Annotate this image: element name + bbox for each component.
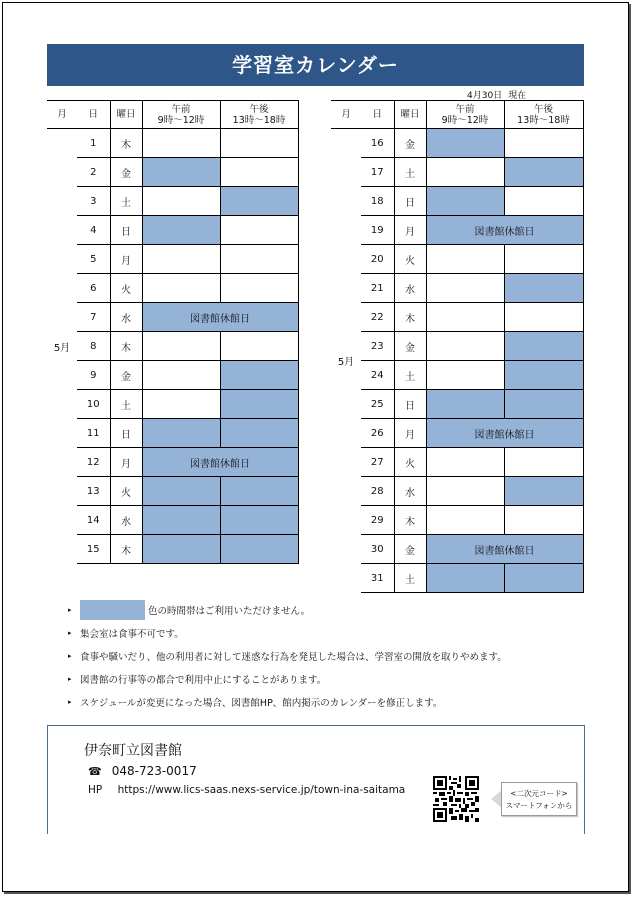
pm-slot-unavailable [504,390,583,419]
day-of-week: 火 [110,274,142,303]
calendar-row [331,129,583,158]
day-of-week: 月 [394,419,426,448]
phone-icon: ☎ [88,764,102,778]
qr-callout [491,782,579,818]
library-closed-cell: 図書館休館日 [142,448,298,477]
pm-slot-available [220,216,298,245]
pm-slot-unavailable [504,274,583,303]
day-of-week: 月 [394,216,426,245]
day-of-week: 日 [110,419,142,448]
day-number: 25 [361,390,394,419]
day-number: 13 [77,477,110,506]
calendar-row [331,332,583,361]
pm-slot-available [504,245,583,274]
calendar-row [331,448,583,477]
note-text: 食事や騒いだり、他の利用者に対して迷惑な行為を発見した場合は、学習室の開放を取りやめます。 [80,651,507,663]
header-am: 午前 9時～12時 [426,101,504,129]
day-of-week: 日 [110,216,142,245]
calendar-row [331,303,583,332]
am-slot-unavailable [426,390,504,419]
calendar-row [331,535,583,564]
qr-label: <二次元コード> [510,789,568,798]
am-slot-available [426,477,504,506]
qr-code-icon [433,776,479,822]
pm-slot-available [220,245,298,274]
pm-slot-unavailable [220,477,298,506]
am-slot-available [142,361,220,390]
pm-slot-unavailable [220,361,298,390]
calendar-row [47,361,298,390]
day-number: 31 [361,564,394,593]
day-of-week: 土 [394,158,426,187]
day-number: 3 [77,187,110,216]
day-number: 20 [361,245,394,274]
day-number: 21 [361,274,394,303]
bullet-icon: ▸ [68,651,72,660]
pm-slot-unavailable [504,361,583,390]
note-item [68,644,507,667]
pm-slot-available [220,274,298,303]
am-slot-available [426,332,504,361]
library-closed-cell: 図書館休館日 [142,303,298,332]
month-label: 5月 [337,357,355,369]
bullet-icon: ▸ [68,674,72,683]
day-number: 29 [361,506,394,535]
calendar-row [331,274,583,303]
library-name: 伊奈町立図書館 [84,743,182,759]
pm-slot-available [504,129,583,158]
day-number: 9 [77,361,110,390]
bullet-icon: ▸ [68,628,72,637]
calendar-table-right [331,100,584,593]
header-month: 月 [47,101,77,129]
calendar-row [331,564,583,593]
day-number: 10 [77,390,110,419]
day-of-week: 木 [110,535,142,564]
am-slot-unavailable [426,564,504,593]
am-slot-available [142,332,220,361]
note-text: 図書館の行事等の都合で利用中止にすることがあります。 [80,674,327,686]
day-number: 23 [361,332,394,361]
calendar-row [331,506,583,535]
day-of-week: 金 [394,535,426,564]
am-slot-unavailable [142,506,220,535]
day-of-week: 金 [110,361,142,390]
am-slot-available [426,448,504,477]
am-slot-available [142,245,220,274]
am-slot-available [142,274,220,303]
header-pm: 午後 13時～18時 [504,101,583,129]
day-number: 4 [77,216,110,245]
day-of-week: 火 [110,477,142,506]
day-number: 16 [361,129,394,158]
pm-slot-available [220,129,298,158]
bullet-icon: ▸ [68,605,72,614]
day-of-week: 土 [394,564,426,593]
calendar-row [331,419,583,448]
day-number: 5 [77,245,110,274]
day-number: 6 [77,274,110,303]
note-item [68,690,507,713]
library-contact-box [47,725,585,834]
callout-box [501,782,577,816]
am-slot-unavailable [426,187,504,216]
am-slot-available [426,303,504,332]
am-slot-unavailable [142,477,220,506]
as-of-label: 現在 [508,91,527,101]
day-number: 24 [361,361,394,390]
pm-slot-available [220,332,298,361]
day-number: 26 [361,419,394,448]
pm-slot-unavailable [220,187,298,216]
calendar-row [47,187,298,216]
day-number: 1 [77,129,110,158]
calendar-row [47,129,298,158]
day-of-week: 金 [394,129,426,158]
hp-label: HP [88,784,103,796]
am-slot-available [142,187,220,216]
pm-slot-unavailable [220,535,298,564]
unavailable-color-swatch [80,600,145,620]
day-of-week: 土 [110,187,142,216]
day-number: 19 [361,216,394,245]
day-number: 27 [361,448,394,477]
am-slot-available [142,129,220,158]
day-of-week: 木 [110,129,142,158]
calendar-row [47,274,298,303]
page-title: 学習室カレンダー [47,44,584,86]
day-of-week: 火 [394,448,426,477]
day-number: 18 [361,187,394,216]
header-month: 月 [331,101,361,129]
qr-sublabel: スマートフォンから [505,801,573,810]
calendar-row [331,158,583,187]
pm-slot-unavailable [504,158,583,187]
calendar-row [47,506,298,535]
note-text: スケジュールが変更になった場合、図書館HP、館内掲示のカレンダーを修正します。 [80,697,443,709]
day-of-week: 土 [394,361,426,390]
am-slot-available [426,361,504,390]
notes-list [68,598,507,713]
header-dow: 曜日 [394,101,426,129]
day-number: 15 [77,535,110,564]
pm-slot-unavailable [504,564,583,593]
library-closed-cell: 図書館休館日 [426,419,583,448]
day-number: 14 [77,506,110,535]
day-of-week: 日 [394,390,426,419]
day-number: 7 [77,303,110,332]
day-of-week: 火 [394,245,426,274]
calendar-row [47,477,298,506]
note-legend [68,598,507,621]
am-slot-unavailable [426,129,504,158]
note-item [68,667,507,690]
day-number: 2 [77,158,110,187]
day-of-week: 月 [110,448,142,477]
day-number: 30 [361,535,394,564]
am-slot-unavailable [142,419,220,448]
calendar-row [47,216,298,245]
homepage-line [88,784,405,796]
pm-slot-available [504,448,583,477]
day-number: 11 [77,419,110,448]
day-of-week: 土 [110,390,142,419]
day-number: 8 [77,332,110,361]
pm-slot-available [504,303,583,332]
calendar-row [331,361,583,390]
am-slot-available [426,158,504,187]
calendar-table-left [47,100,299,564]
header-dow: 曜日 [110,101,142,129]
calendar-row [47,245,298,274]
day-of-week: 金 [110,158,142,187]
phone-line [88,764,197,778]
homepage-url[interactable]: https://www.lics-saas.nexs-service.jp/town-ina-saitama [117,784,406,796]
calendar-row [47,448,298,477]
am-slot-unavailable [142,158,220,187]
day-of-week: 水 [110,506,142,535]
note-item [68,621,507,644]
pm-slot-unavailable [220,506,298,535]
day-of-week: 木 [110,332,142,361]
header-pm: 午後 13時～18時 [220,101,298,129]
day-of-week: 月 [110,245,142,274]
calendar-row [47,419,298,448]
calendar-row [47,332,298,361]
header-am: 午前 9時～12時 [142,101,220,129]
day-of-week: 日 [394,187,426,216]
header-day: 日 [361,101,394,129]
calendar-row [47,390,298,419]
am-slot-available [426,245,504,274]
day-of-week: 水 [394,477,426,506]
day-number: 22 [361,303,394,332]
day-number: 28 [361,477,394,506]
pm-slot-unavailable [220,390,298,419]
pm-slot-available [504,187,583,216]
calendar-row [47,158,298,187]
am-slot-unavailable [142,535,220,564]
calendar-row [331,216,583,245]
calendar-row [47,535,298,564]
day-of-week: 木 [394,506,426,535]
day-number: 12 [77,448,110,477]
am-slot-available [426,274,504,303]
am-slot-unavailable [142,216,220,245]
day-of-week: 木 [394,303,426,332]
calendar-row [331,245,583,274]
library-closed-cell: 図書館休館日 [426,216,583,245]
am-slot-available [142,390,220,419]
calendar-row [331,477,583,506]
calendar-row [331,187,583,216]
day-number: 17 [361,158,394,187]
day-of-week: 水 [110,303,142,332]
pm-slot-unavailable [220,419,298,448]
pm-slot-unavailable [504,332,583,361]
calendar-row [331,390,583,419]
as-of-date-value: 4月30日 [467,91,503,101]
pm-slot-available [504,506,583,535]
phone-number: 048-723-0017 [111,764,197,778]
month-label: 5月 [53,342,71,354]
am-slot-available [426,506,504,535]
bullet-icon: ▸ [68,697,72,706]
pm-slot-available [220,158,298,187]
calendar-row [47,303,298,332]
note-text: 集会室は食事不可です。 [80,628,184,640]
day-of-week: 水 [394,274,426,303]
note-legend-text: 色の時間帯はご利用いただけません。 [148,605,311,617]
pm-slot-unavailable [504,477,583,506]
header-day: 日 [77,101,110,129]
day-of-week: 金 [394,332,426,361]
library-closed-cell: 図書館休館日 [426,535,583,564]
